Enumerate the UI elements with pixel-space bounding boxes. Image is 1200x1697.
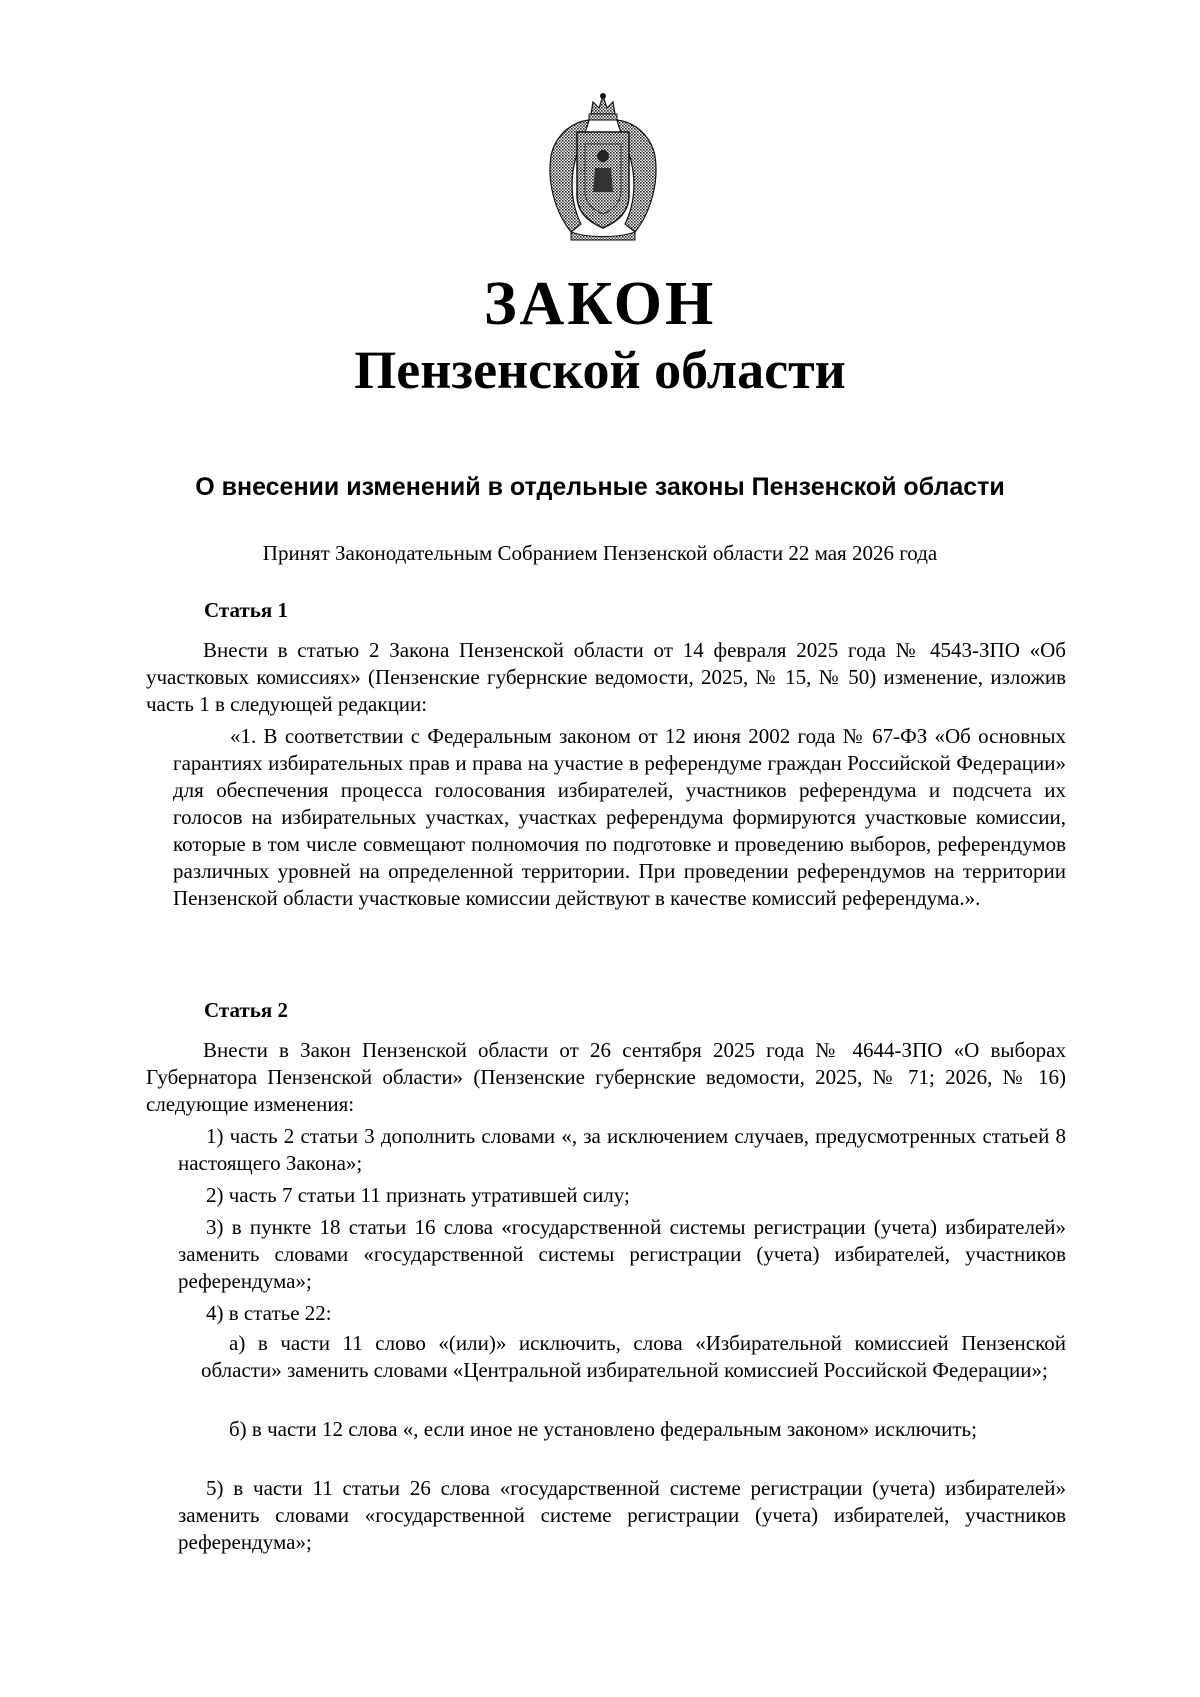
article-2-title: Статья 2 — [204, 998, 288, 1022]
article-2-item-3: 3) в пункте 18 статьи 16 слова «государственной системы регистрации (учета) избирателей» заменить словами «государственной системы регистрации (учета) избирателей, участников референдума»; — [178, 1215, 1066, 1293]
penza-coat-of-arms-icon — [541, 92, 665, 242]
adoption-note: Принят Законодательным Собранием Пензенской области 22 мая 2026 года — [262, 541, 938, 565]
article-1-title: Статья 1 — [204, 598, 288, 622]
article-2-item-4: 4) в статье 22: — [206, 1301, 332, 1325]
article-2-item-2: 2) часть 7 статьи 11 признать утратившей силу; — [206, 1183, 630, 1207]
article-1-text: Внести в статью 2 Закона Пензенской области от 14 февраля 2025 года № 4543-ЗПО «Об участковых комиссиях» (Пензенские губернские ведомости, 2025, № 15, № 50) изменение, изложив часть 1 в следующей редакции: — [146, 638, 1066, 716]
article-2-text: Внести в Закон Пензенской области от 26 сентября 2025 года № 4644-ЗПО «О выборах Губернатора Пензенской области» (Пензенские губернские ведомости, 2025, № 71; 2026, № 16) следующие изменения: — [146, 1038, 1066, 1116]
document-title: ЗАКОН — [483, 270, 717, 338]
article-2-item-1: 1) часть 2 статьи 3 дополнить словами «, за исключением случаев, предусмотренных статьей 8 настоящего Закона»; — [178, 1124, 1066, 1175]
article-2-subitem-b: б) в части 12 слова «, если иное не установлено федеральным законом» исключить; — [229, 1417, 977, 1441]
article-2-subitem-a: а) в части 11 слово «(или)» исключить, слова «Избирательной комиссией Пензенской области» заменить словами «Центральной избирательной комиссией Российской Федерации»; — [201, 1331, 1066, 1382]
law-name: О внесении изменений в отдельные законы Пензенской области — [195, 473, 1005, 501]
article-2-item-5: 5) в части 11 статьи 26 слова «государственной системе регистрации (учета) избирателей» заменить словами «государственной системе регистрации (учета) избирателей, участников референдума»; — [178, 1476, 1066, 1554]
document-subtitle: Пензенской области — [354, 340, 846, 400]
article-1-quote: «1. В соответствии с Федеральным законом от 12 июня 2002 года № 67-ФЗ «Об основных гарантиях избирательных прав и права на участие в референдуме граждан Российской Федерации» для обеспечения процесса голосования избирателей, участников референдума и подсчета их голосов на избирательных участках, участках референдума формируются участковые комиссии, которые в том числе совмещают полномочия по подготовке и проведению выборов, референдумов различных уровней на определенной территории. При проведении референдумов на территории Пензенской области участковые комиссии действуют в качестве комиссий референдума.». — [173, 724, 1066, 910]
